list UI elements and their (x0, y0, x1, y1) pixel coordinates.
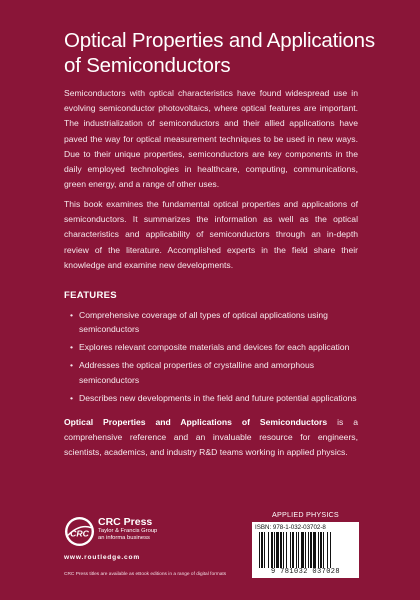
isbn-label: ISBN: 978-1-032-03702-8 (255, 524, 326, 531)
crc-logo-text: CRC (70, 528, 89, 539)
crc-press-logo (64, 516, 95, 547)
subject-category: APPLIED PHYSICS (272, 510, 339, 519)
feature-item: • Addresses the optical properties of crystalline and amorphous semiconductors (70, 358, 360, 387)
isbn-barcode (252, 522, 359, 578)
publisher-block (98, 516, 157, 542)
barcode-bars (259, 532, 353, 568)
publisher-url[interactable]: www.routledge.com (64, 554, 141, 561)
feature-item: • Explores relevant composite materials and devices for each application (70, 340, 360, 354)
feature-item: • Describes new developments in the field and future potential applications (70, 391, 360, 405)
ebook-note: CRC Press titles are available as eBook editions in a range of digital formats (64, 572, 227, 577)
barcode-number: 9 781032 037028 (270, 568, 340, 576)
description-paragraph-1: Semiconductors with optical characteristics have found widespread use in evolving semiconductor photovoltaics, where optical features are important. The industrialization of semiconductors and their allied applications have paved the way for optical measurement techniques to be used in new ways. Due to their unique properties, semiconductors are key components in the daily employed technologies in healthcare, computing, communications, green energy, and a range of other uses. (64, 88, 358, 190)
description-paragraph-2: This book examines the fundamental optical properties and applications of semiconductors. It summarizes the information as well as the optical characteristics and applicability of semiconductors through an in-depth review of the literature. Accomplished experts in the field share their knowledge and examine new developments. (64, 199, 358, 270)
publisher-group: Taylor & Francis Group (98, 528, 158, 534)
publisher-name: CRC Press (98, 516, 153, 528)
publisher-tagline: an informa business (98, 535, 150, 541)
feature-item: • Comprehensive coverage of all types of optical applications using semiconductors (70, 308, 360, 337)
closing-paragraph (64, 415, 358, 461)
book-title: Optical Properties and Applications of Semiconductors (64, 29, 375, 77)
features-list (70, 308, 360, 409)
closing-text: is a comprehensive reference and an invaluable resource for engineers, scientists, academics, and industry R&D teams working in applied physics. (64, 417, 359, 458)
closing-book-title: Optical Properties and Applications of Semiconductors (64, 417, 328, 427)
features-heading: FEATURES (64, 290, 117, 301)
